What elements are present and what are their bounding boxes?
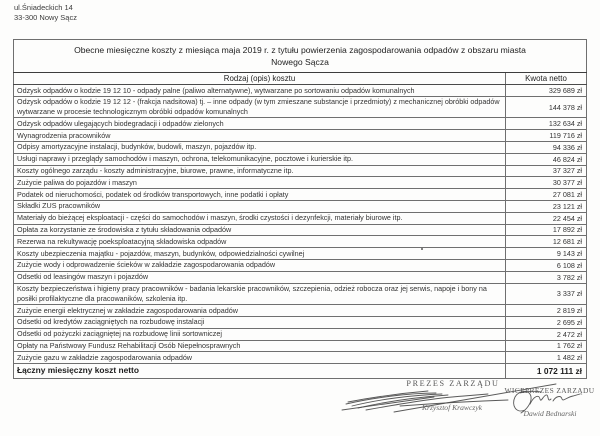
cost-label-cell: Materiały do bieżącej eksploatacji - części do samochodów i maszyn, środki czystości i dezynfekcji, materiały biurowe itp. xyxy=(14,212,506,224)
table-row xyxy=(14,165,587,177)
cost-label-cell: Zużycie energii elektrycznej w zakładzie zagospodarowania odpadów xyxy=(14,305,506,317)
cost-amount-cell: 1 762 zł xyxy=(506,340,587,352)
table-row xyxy=(14,352,587,364)
cost-amount-cell: 6 108 zł xyxy=(506,259,587,271)
cost-label-cell: Zużycie wody i odprowadzenie ścieków w zakładzie zagospodarowania odpadów xyxy=(14,259,506,271)
monthly-costs-table xyxy=(13,39,587,379)
cost-amount-cell: 329 689 zł xyxy=(506,85,587,97)
cost-amount-cell: 3 782 zł xyxy=(506,271,587,283)
table-row xyxy=(14,85,587,97)
cost-label-cell: Składki ZUS pracowników xyxy=(14,200,506,212)
total-amount-cell: 1 072 111 zł xyxy=(506,364,587,379)
cost-label-cell: Opłaty na Państwowy Fundusz Rehabilitacji Osób Niepełnosprawnych xyxy=(14,340,506,352)
cost-label-cell: Odzysk odpadów o kodzie 19 12 12 - (frakcja nadsitowa) tj. – inne odpady (w tym zmieszane substancje i przedmioty) z mechanicznej obróbki odpadów wytwarzane w procesie technologicznym obróbki odpadów komunalnych xyxy=(14,96,506,118)
table-row xyxy=(14,212,587,224)
cost-label-cell: Odsetki od pożyczki zaciągniętej na rozbudowę linii sortowniczej xyxy=(14,328,506,340)
cost-label-cell: Wynagrodzenia pracowników xyxy=(14,130,506,142)
document-title xyxy=(14,40,587,73)
table-row xyxy=(14,271,587,283)
cost-label-cell: Koszty bezpieczeństwa i higieny pracy pracowników - badania lekarskie pracowników, szczepienia, odzież robocza oraz jej serwis, napoje i bony na posiłki profilaktyczne dla pracowaników, szkolenia itp. xyxy=(14,283,506,305)
table-row xyxy=(14,316,587,328)
table-row xyxy=(14,236,587,248)
table-title-row xyxy=(14,40,587,73)
cost-label-cell: Koszty ubezpieczenia majątku - pojazdów, maszyn, budynków, odpowiedzialności cywilnej xyxy=(14,248,506,260)
cost-label-cell: Zużycie gazu w zakładzie zagospodarowania odpadów xyxy=(14,352,506,364)
cost-amount-cell: 37 327 zł xyxy=(506,165,587,177)
cost-label-cell: Odzysk odpadów ulegających biodegradacji i odpadów zielonych xyxy=(14,118,506,130)
column-header-cost-type: Rodzaj (opis) kosztu xyxy=(14,73,506,85)
cost-amount-cell: 94 336 zł xyxy=(506,141,587,153)
table-row xyxy=(14,96,587,118)
address-line-2: 33-300 Nowy Sącz xyxy=(14,12,77,22)
cost-amount-cell: 27 081 zł xyxy=(506,189,587,201)
table-row xyxy=(14,328,587,340)
scan-artifact-dot xyxy=(421,248,423,250)
cost-amount-cell: 17 892 zł xyxy=(506,224,587,236)
letterhead-address xyxy=(14,3,77,22)
cost-amount-cell: 1 482 zł xyxy=(506,352,587,364)
cost-amount-cell: 23 121 zł xyxy=(506,200,587,212)
cost-label-cell: Odpisy amortyzacyjne instalacji, budynków, budowli, maszyn, pojazdów itp. xyxy=(14,141,506,153)
vice-president-signature-name: Dawid Bednarski xyxy=(523,409,577,418)
cost-label-cell: Opłata za korzystanie ze środowiska z tytułu składowania odpadów xyxy=(14,224,506,236)
cost-amount-cell: 3 337 zł xyxy=(506,283,587,305)
cost-amount-cell: 119 716 zł xyxy=(506,130,587,142)
address-line-1: ul.Śniadeckich 14 xyxy=(14,3,73,12)
table-row xyxy=(14,189,587,201)
table-row xyxy=(14,141,587,153)
cost-amount-cell: 30 377 zł xyxy=(506,177,587,189)
cost-label-cell: Odsetki od leasingów maszyn i pojazdów xyxy=(14,271,506,283)
cost-label-cell: Koszty ogólnego zarządu - koszty administracyjne, biurowe, prawne, informatyczne itp. xyxy=(14,165,506,177)
cost-label-cell: Podatek od nieruchomości, podatek od środków transportowych, inne podatki i opłaty xyxy=(14,189,506,201)
cost-amount-cell: 2 695 zł xyxy=(506,316,587,328)
cost-amount-cell: 9 143 zł xyxy=(506,248,587,260)
cost-label-cell: Odzysk odpadów o kodzie 19 12 10 - odpady palne (paliwo alternatywne), wytwarzane po sortowaniu odpadów komunalnych xyxy=(14,85,506,97)
table-row xyxy=(14,283,587,305)
cost-label-cell: Rezerwa na rekultywację poeksploatacyjną składowiska odpadów xyxy=(14,236,506,248)
table-row xyxy=(14,340,587,352)
cost-label-cell: Zużycie paliwa do pojazdów i maszyn xyxy=(14,177,506,189)
table-row xyxy=(14,153,587,165)
cost-label-cell: Odsetki od kredytów zaciągniętych na rozbudowę instalacji xyxy=(14,316,506,328)
cost-amount-cell: 2 472 zł xyxy=(506,328,587,340)
column-header-net-amount: Kwota netto xyxy=(506,73,587,85)
cost-amount-cell: 144 378 zł xyxy=(506,96,587,118)
document-title-line-2: Nowego Sącza xyxy=(271,57,329,67)
table-row xyxy=(14,305,587,317)
cost-amount-cell: 12 681 zł xyxy=(506,236,587,248)
table-row xyxy=(14,177,587,189)
president-signature-title: PREZES ZARZĄDU xyxy=(406,379,500,388)
president-signature-name: Krzysztof Krawczyk xyxy=(421,403,483,412)
table-header-row xyxy=(14,73,587,85)
table-row xyxy=(14,118,587,130)
vice-president-signature-title: WICEPREZES ZARZĄDU xyxy=(504,386,595,395)
cost-amount-cell: 132 634 zł xyxy=(506,118,587,130)
table-row xyxy=(14,200,587,212)
table-row xyxy=(14,130,587,142)
table-row xyxy=(14,224,587,236)
cost-label-cell: Usługi naprawy i przeglądy samochodów i maszyn, ochrona, telekomunikacyjne, pocztowe i kurierskie itp. xyxy=(14,153,506,165)
cost-amount-cell: 2 819 zł xyxy=(506,305,587,317)
total-row xyxy=(14,364,587,379)
cost-amount-cell: 22 454 zł xyxy=(506,212,587,224)
table-row xyxy=(14,248,587,260)
table-row xyxy=(14,259,587,271)
total-label-cell: Łączny miesięczny koszt netto xyxy=(14,364,506,379)
cost-amount-cell: 46 824 zł xyxy=(506,153,587,165)
document-title-line-1: Obecne miesięczne koszty z miesiąca maja 2019 r. z tytułu powierzenia zagospodarowania odpadów z obszaru miasta xyxy=(74,45,526,55)
